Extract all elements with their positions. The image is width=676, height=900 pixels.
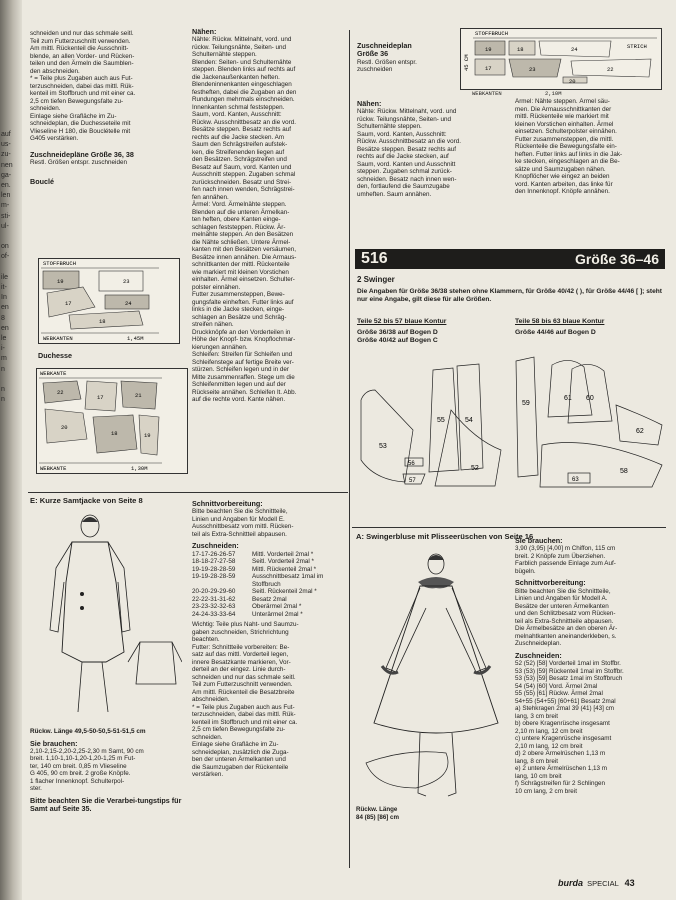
right-diagram-footer — [472, 90, 662, 98]
text-line: G 405, 90 cm breit. 2 große Knöpfe. — [30, 770, 131, 778]
text-line: schneiden. — [192, 733, 223, 741]
model-banner — [355, 249, 665, 269]
cut-piece-desc: Seitl. Vorderteil 2mal * — [252, 558, 314, 566]
text-line: rechts auf die Jacke stecken. Am — [192, 133, 285, 141]
text-line: Schleifenmitten legen und auf der — [192, 381, 286, 389]
cut-piece-desc: Mittl. Vorderteil 2mal * — [252, 550, 314, 558]
text-line: Teil zum Futterzuschnitt verwenden. — [192, 681, 293, 689]
text-line: ten heften, obere Kanten einge- — [192, 216, 281, 224]
text-line: Ärmel: Vord. Ärmelnähte steppen. — [192, 201, 287, 209]
right-sew-heading: Nähen: — [357, 100, 382, 108]
model-title: 2 Swinger — [357, 276, 395, 284]
section-a-cut-lines — [515, 660, 665, 795]
right-diagram-svg — [461, 29, 661, 89]
section-a-right — [515, 537, 665, 795]
text-line: f) Schrägstreifen für 2 Schlingen — [515, 780, 605, 788]
text-line: Nähte: Rückw. Mittelnaht, vord. und — [357, 108, 457, 116]
text-line: die Nähte schließen. Untere Ärmel- — [192, 238, 291, 246]
pattern-right-svg — [512, 345, 667, 490]
duchesse-piece-5: 18 — [111, 430, 118, 437]
cut-piece-numbers: 24-24-33-33-64 — [192, 610, 236, 618]
section-e-top-rule — [28, 492, 348, 493]
left-piece-56: 56 — [408, 461, 415, 467]
right-plan-heading-1: Zuschneideplan — [357, 42, 412, 50]
pattern-pieces-left — [355, 350, 505, 490]
footer-special: SPECIAL — [587, 879, 619, 888]
text-line: links in die Jacke stecken, einge- — [192, 306, 285, 314]
text-line: Futter zusammensteppen, Bewe- — [192, 291, 285, 299]
text-line: fen nach innen wenden, Schrägstrei- — [192, 186, 295, 194]
text-line: Futter: Schnittteile vorbereiten: Be- — [192, 643, 290, 651]
cut-piece-numbers: 23-23-32-32-63 — [192, 603, 236, 611]
text-line: 10 cm lang, 2 cm breit — [515, 787, 577, 795]
text-line: bügeln. — [515, 567, 536, 575]
section-e-left — [30, 728, 182, 814]
text-line: schneideplan, die Duchesseteile mit — [30, 120, 131, 127]
text-line: Die Ärmelbesätze an den oberen Är- — [515, 625, 618, 633]
right-piece-7: 20 — [569, 78, 576, 85]
text-line: 2,10 m lang, 12 cm breit — [515, 742, 583, 750]
section-a-title: A: Swingerbluse mit Plisseerüschen von Seite 16 — [356, 532, 534, 541]
cut-row — [192, 588, 347, 596]
text-line: den Besätzen. Schrägstreifen und — [192, 156, 287, 164]
right-piece-62: 62 — [636, 428, 644, 435]
left-sizes-1: Größe 36/38 auf Bogen D — [357, 329, 438, 336]
text-line: polster einnähen. — [192, 283, 241, 291]
spine-text: auf us- zu- nen ga- en. len m- sti- ul- on of- ile it- In en 8 en le i- m n n n — [1, 131, 13, 404]
cut-piece-desc: Ausschnittbesatz 1mal im Stoffbruch — [252, 573, 324, 588]
text-line: auf die rechte vord. Kante nähen. — [192, 396, 286, 404]
text-line: Wichtig: Teile plus Naht- und Saumzu- — [192, 621, 299, 629]
cut-piece-numbers: 17-17-26-26-57 — [192, 550, 236, 558]
text-line: 2,5 cm tiefen Bewegungsfalte zu- — [192, 726, 286, 734]
cut-piece-desc: Seitl. Rückenteil 2mal * — [252, 588, 317, 596]
text-line: Linien und Angaben für Modell A. — [515, 595, 608, 603]
text-line: schneiden. Besatz nach innen wen- — [357, 175, 457, 183]
pattern-pieces-right — [512, 345, 667, 490]
text-line: kleinen Vorstichen einhalten. Ärmel — [515, 120, 614, 128]
text-line: satz auf das mittl. Vorderteil legen, — [192, 651, 289, 659]
text-line: wie markiert mit kleinen Vorstichen — [192, 268, 289, 276]
text-line: breit. 2 Knöpfe zum Überziehen. — [515, 552, 606, 560]
cut-piece-desc: Oberärmel 2mal * — [252, 603, 302, 611]
text-line: abschneiden. — [192, 696, 230, 704]
duchesse-bottom-right: 1,30M — [131, 465, 148, 472]
boucle-diagram-svg — [39, 259, 179, 343]
right-top-label: STOFFBRUCH — [475, 30, 509, 37]
right-parts-heading: Teile 58 bis 63 blaue Kontur — [515, 318, 605, 325]
text-line: Bitte beachten Sie die Schnittteile, — [515, 587, 611, 595]
section-e-length: Rückw. Länge 49,5-50-50,5-51-51,5 cm — [30, 728, 146, 735]
text-line: teilen und den Ärmeln die Saumblen- — [30, 60, 134, 67]
right-sew-lines-1 — [357, 108, 507, 198]
text-line: 52 (52) [58] Vorderteil 1mal im Stoffbr. — [515, 660, 621, 668]
text-line: * = Teile plus Zugaben auch aus Fut- — [30, 75, 133, 82]
text-line: 2,10-2,15-2,20-2,25-2,30 m Samt, 90 cm — [30, 747, 144, 755]
text-line: Rückenteile die Bewegungsfalte ein- — [515, 143, 617, 150]
text-line: steppen. Zugaben schmal zurück- — [357, 168, 452, 176]
text-line: den abschneiden. — [30, 67, 80, 75]
section-e-cut-table — [192, 551, 347, 619]
right-sew-lines-2 — [515, 98, 665, 196]
text-line: den, fortlaufend die Saumzugabe — [357, 183, 450, 191]
text-line: heften. Futter links auf links in die Jak- — [515, 150, 623, 158]
duchesse-top-label: WEBKANTE — [40, 370, 67, 377]
section-a-prep-heading: Schnittvorbereitung: — [515, 578, 586, 588]
left-piece-54: 54 — [465, 417, 473, 424]
text-line: a) Stehkragen 2mal 39 (41) [43] cm — [515, 705, 615, 713]
text-line: Am mittl. Rückenteil die Besatzbreite — [192, 688, 295, 696]
text-line: festheften, dabei die Zugaben an den — [192, 88, 297, 96]
right-piece-59: 59 — [522, 400, 530, 407]
cut-piece-numbers: 22-22-31-31-62 — [192, 595, 236, 603]
text-line: Besätze steppen. Besatz rechts auf — [192, 126, 292, 134]
text-line: Knopflöcher wie eingez an beiden — [515, 173, 610, 180]
text-line: 54+55 (54+55) [60+61] Besatz 2mal — [515, 697, 616, 705]
text-line: Schulternähte steppen. — [357, 123, 422, 131]
right-piece-2: 18 — [517, 46, 524, 53]
section-a-length-1: Rückw. Länge — [356, 806, 398, 813]
right-sew-col-2 — [515, 98, 665, 196]
section-a-needs-heading: Sie brauchen: — [515, 537, 563, 545]
text-line: Saum, vord. Kanten und Ausschnitt — [357, 160, 456, 168]
duchesse-label: Duchesse — [38, 352, 72, 360]
boucle-piece-4: 24 — [125, 300, 132, 307]
text-line: Saum, vord. Kanten, Ausschnitt: — [192, 111, 282, 119]
text-line: Besätze innen annähen. Die Armaus- — [192, 253, 297, 261]
section-a-length — [356, 806, 416, 821]
boucle-bottom-right: 1,45M — [127, 335, 144, 342]
text-line: vord. Kanten arbeiten, das linke für — [515, 180, 613, 188]
cut-row — [192, 551, 347, 559]
text-line: Vlieseline H 180, die Bouclételle mit — [30, 127, 131, 135]
text-line: Farblich passende Einlage zum Auf- — [515, 560, 616, 568]
middle-top-text — [192, 28, 347, 404]
right-piece-60: 60 — [586, 395, 594, 402]
text-line: sätze und Saumzugaben nähen. — [515, 165, 606, 173]
cut-row — [192, 558, 347, 566]
text-line: terzuschneiden, dabei das mittl. Rük- — [30, 82, 134, 90]
text-line: blende, an allen Vorder- und Rücken- — [30, 52, 135, 60]
text-line: e) 2 untere Ärmelrüschen 1,13 m — [515, 765, 608, 773]
duchesse-cutting-diagram — [36, 368, 188, 474]
duchesse-label-wrap — [38, 352, 158, 360]
text-line: Am mittl. Rückenteil die Ausschnitt- — [30, 45, 129, 52]
right-sizes-1: Größe 44/46 auf Bogen D — [515, 329, 596, 336]
right-piece-3: 24 — [571, 46, 578, 53]
middle-sew-heading: Nähen: — [192, 28, 217, 36]
boucle-piece-1: 19 — [57, 278, 64, 285]
section-a-cut-heading: Zuschneiden: — [515, 650, 562, 660]
section-e-needs-lines — [30, 748, 182, 793]
text-line: 53 (53) [59] Besatz 1mal im Stoffbruch — [515, 675, 623, 683]
text-line: ter, 140 cm breit. 0,85 m Vlieseline — [30, 762, 127, 770]
text-line: 54 (54) [60] Vord. Ärmel 2mal — [515, 682, 598, 690]
cut-row — [192, 611, 347, 619]
text-line: Einlage siehe Grafläche im Zu- — [192, 741, 279, 749]
section-a-prep-lines — [515, 588, 665, 648]
text-line: 2,5 cm tiefen Bewegungsfalte zu- — [30, 97, 124, 105]
text-line: gaben zuschneiden, Strichrichtung — [192, 628, 289, 636]
velvet-jacket-illustration — [32, 512, 182, 722]
text-line: die Saumzugaben der Rückenteile — [192, 763, 289, 771]
duchesse-piece-4: 20 — [61, 424, 68, 431]
text-line: rückw. Teilungsnähte, Seiten- und — [357, 115, 452, 123]
text-line: d) 2 obere Ärmelrüschen 1,13 m — [515, 750, 606, 758]
left-piece-57: 57 — [409, 478, 416, 484]
right-bottom-right: 2,10M — [545, 90, 562, 97]
text-line: men. Die Armausschnittkanten der — [515, 105, 612, 113]
section-a-length-2: 84 (85) [86] cm — [356, 813, 399, 821]
left-parts-info — [357, 318, 507, 345]
text-line: beachten. — [192, 636, 220, 644]
text-line: umheften. Saum annähen. — [357, 190, 432, 198]
text-line: 3,90 (3,95) [4,00] m Chiffon, 115 cm — [515, 545, 616, 553]
text-line: lang, 8 cm breit — [515, 757, 559, 765]
text-line: lang, 10 cm breit — [515, 772, 562, 780]
text-line: Druckknöpfe an den Vorderteilen in — [192, 328, 291, 336]
right-plan-text — [357, 42, 457, 74]
right-piece-4: 17 — [485, 65, 492, 72]
text-line: 53 (53) [59] Rückenteil 1mal im Stoffbr. — [515, 667, 624, 675]
text-line: kenteil im Stoffbruch und mit einer ca. — [192, 718, 298, 726]
right-piece-58: 58 — [620, 468, 628, 475]
text-line: Schleifen: Streifen für Schleifen und — [192, 351, 293, 359]
right-bottom-left: WEBKANTEN — [472, 90, 502, 97]
text-line: ster. — [30, 785, 42, 793]
text-line: Saum, vord. Kanten, Ausschnitt: — [357, 130, 447, 138]
plans-subtitle: Restl. Größen entspr. zuschneiden — [30, 158, 127, 166]
text-line: Blendeninnenkanten eingeschlagen — [192, 81, 292, 89]
model-intro — [357, 276, 665, 304]
text-line: schneiden und nur das schmale seitl. — [192, 673, 296, 681]
text-line: Besätze steppen. Besatz rechts auf — [357, 145, 457, 153]
left-piece-55: 55 — [437, 417, 445, 424]
column-divider — [349, 30, 350, 868]
text-line: Rückseite annähen. Schleifen lt. Abb. — [192, 388, 297, 396]
text-line: den Innenknopf. Knöpfe annähen. — [515, 188, 610, 195]
left-top-lines — [30, 30, 182, 143]
text-line: rückw. Teilungsnähte, Seiten- und — [192, 43, 287, 51]
text-line: Einlage siehe Grafläche im Zu- — [30, 112, 117, 120]
text-line: kenteil im Stoffbruch und mit einer ca. — [30, 90, 136, 97]
text-line: einhalten. Ärmel einsetzen. Schulter- — [192, 276, 295, 284]
right-left-label: 45 CM — [463, 54, 470, 71]
right-plan-heading-2: Größe 36 — [357, 49, 389, 59]
text-line: teil als Extra-Schnittteile abpausen. — [515, 617, 614, 625]
duchesse-piece-3: 21 — [135, 392, 142, 399]
text-line: Nähte: Rückw. Mittelnaht, vord. und — [192, 36, 292, 44]
text-line: Blenden: Seiten- und Schulternähte — [192, 58, 292, 66]
cut-piece-numbers: 19-19-28-28-59 — [192, 565, 236, 573]
text-line: Besätze der unteren Ärmelkanten — [515, 602, 609, 610]
text-line: Mitte zusammenraffen. Stege um die — [192, 373, 295, 381]
text-line: ken, die Streifenenden liegen auf — [192, 148, 285, 156]
right-piece-63: 63 — [572, 477, 579, 483]
duchesse-piece-2: 17 — [97, 394, 104, 401]
text-line: b) obere Kragenrüsche insgesamt — [515, 720, 610, 728]
right-parts-info — [515, 318, 665, 337]
text-line: melnähte steppen. An den Besätzen — [192, 231, 294, 239]
model-intro-text: Die Angaben für Größe 36/38 stehen ohne Klammern, für Größe 40/42 ( ), für Größe 44/46 [ ]; steht nur eine Angabe, gilt diese für alle Größen. — [357, 288, 662, 304]
text-line: einsetzen. Schulterpolster einnähen. — [515, 128, 617, 135]
cut-piece-desc: Besatz 2mal — [252, 595, 287, 603]
text-line: 55 (55) [61] Rückw. Ärmel 2mal — [515, 690, 603, 698]
text-line: Innenkanten schmal feststeppen. — [192, 103, 285, 111]
blouse-svg — [356, 548, 506, 803]
text-line: Besatz auf Saum, vord. Kanten und — [192, 163, 292, 171]
text-line: ben der unteren Ärmelkanten und — [192, 756, 286, 764]
text-line: Schleifenstege auf fertige Breite ver- — [192, 358, 294, 366]
section-e-after-lines — [192, 621, 347, 779]
text-line: Rundungen mehrmals einschneiden. — [192, 96, 295, 104]
text-line: breit. 1,10-1,10-1,20-1,20-1,25 m Fut- — [30, 755, 136, 763]
jacket-svg — [32, 512, 182, 722]
text-line: steppen. Blenden links auf rechts auf — [192, 66, 296, 74]
text-line: gungsfalte einheften. Futter links auf — [192, 298, 294, 306]
section-e-cut-heading: Zuschneiden: — [192, 541, 239, 551]
text-line: Bitte beachten Sie die Schnittteile, — [192, 508, 288, 516]
page-footer — [558, 878, 635, 888]
text-line: Teil zum Futterzuschnitt verwenden. — [30, 37, 131, 45]
left-top-text — [30, 30, 182, 187]
section-a-top-rule — [352, 527, 666, 528]
boucle-piece-2: 23 — [123, 278, 130, 285]
text-line: melnahtkanten aneinanderkleben, s. — [515, 632, 617, 640]
text-line: schneideplan, zusätzlich die Zuga- — [192, 748, 289, 756]
duchesse-piece-1: 22 — [57, 389, 64, 396]
text-line: G405 verstärken. — [30, 135, 79, 142]
duchesse-piece-6: 19 — [144, 432, 151, 439]
section-e-prep-heading: Schnittvorbereitung: — [192, 500, 263, 508]
boucle-label: Bouclé — [30, 177, 54, 187]
duchesse-bottom-left: WEBKANTE — [40, 465, 67, 472]
cut-row — [192, 566, 347, 574]
text-line: schnittkanten der mittl. Rückenteile — [192, 261, 290, 269]
boucle-piece-3: 17 — [65, 300, 72, 307]
right-strich-label: STRICH — [627, 43, 647, 50]
text-line: verstärken. — [192, 771, 224, 779]
text-line: 2,10 m lang, 12 cm breit — [515, 727, 583, 735]
text-line: Schulternähte steppen. — [192, 51, 257, 59]
text-line: die Jackenaußenkanten heften. — [192, 73, 280, 81]
right-piece-1: 19 — [485, 46, 492, 53]
text-line: Ausschnitt steppen. Zugaben schmal — [192, 171, 296, 179]
cut-piece-desc: Mittl. Rückenteil 2mal * — [252, 565, 317, 573]
text-line: Rückw. Ausschnittbesatz an die vord. — [357, 138, 461, 146]
plans-heading: Zuschneidepläne Größe 36, 38 — [30, 149, 134, 159]
cut-row — [192, 603, 347, 611]
text-line: lang, 3 cm breit — [515, 712, 559, 720]
text-line: fen annähen. — [192, 193, 229, 201]
right-cutting-diagram — [460, 28, 662, 90]
right-piece-6: 22 — [607, 66, 614, 73]
swinger-blouse-illustration — [356, 548, 506, 803]
text-line: kanten mit den Besätzen versäumen, — [192, 246, 296, 254]
left-piece-53: 53 — [379, 443, 387, 450]
text-line: Rückw. Ausschnittbesatz an die vord. — [192, 118, 296, 126]
boucle-bottom-left: WEBKANTEN — [43, 335, 73, 342]
book-spine — [0, 0, 22, 900]
section-e-needs-heading: Sie brauchen: — [30, 738, 78, 748]
cut-piece-desc: Unterärmel 2mal * — [252, 610, 303, 618]
text-line: c) untere Kragenrüsche insgesamt — [515, 735, 612, 743]
left-parts-heading: Teile 52 bis 57 blaue Kontur — [357, 318, 447, 325]
model-number: 516 — [361, 250, 388, 267]
text-line: Saum den Schrägstreifen aufstek- — [192, 141, 288, 149]
model-size-range: Größe 36–46 — [574, 251, 659, 267]
text-line: und den Schlitzbesatz vom Rücken- — [515, 610, 616, 618]
cut-row — [192, 573, 347, 588]
text-line: schneiden und nur das schmale seitl. — [30, 30, 134, 37]
text-line: Höhe der Knopf- bzw. Knopflochmar- — [192, 336, 296, 344]
section-a-needs-lines — [515, 545, 665, 575]
text-line: ke stecken, eingeschlagen an die Be- — [515, 158, 620, 165]
text-line: Ärmel: Nähte steppen. Ärmel säu- — [515, 98, 610, 105]
footer-brand: burda — [558, 878, 584, 888]
section-e-prep-lines — [192, 508, 347, 538]
text-line: kierungen annähen. — [192, 343, 248, 351]
text-line: Blenden auf die unteren Ärmelkan- — [192, 208, 290, 216]
left-sizes-2: Größe 40/42 auf Bogen C — [357, 337, 438, 344]
text-line: streifen nähen. — [192, 321, 234, 329]
text-line: innere Besatzkante markieren, Vor- — [192, 658, 291, 666]
text-line: 1 flacher Innenknopf. Schulterpol- — [30, 777, 125, 785]
text-line: teil als Extra-Schnittteil abpausen. — [192, 530, 287, 538]
text-line: stürzen. Schleifen legen und in der — [192, 366, 289, 374]
section-e-right — [192, 500, 347, 779]
text-line: schlagen an Besätze und Schräg- — [192, 313, 287, 321]
text-line: Linien und Angaben für Modell E. — [192, 515, 285, 523]
text-line: terzuschneiden, dabei das mittl. Rük- — [192, 711, 296, 719]
right-piece-5: 23 — [529, 66, 536, 73]
duchesse-diagram-svg — [37, 369, 187, 473]
boucle-cutting-diagram — [38, 258, 180, 344]
right-piece-61: 61 — [564, 395, 572, 402]
middle-sew-lines — [192, 36, 347, 404]
right-plan-sub-1: Restl. Größen entspr. — [357, 58, 417, 66]
left-piece-52: 52 — [471, 465, 479, 472]
text-line: Zuschneideplan. — [515, 640, 562, 648]
boucle-piece-5: 18 — [99, 318, 106, 325]
cut-piece-numbers: 20-20-29-29-60 — [192, 588, 236, 596]
text-line: Futter zusammensteppen, die mittl. — [515, 135, 614, 143]
footer-page-number: 43 — [624, 878, 635, 888]
text-line: rechts auf die Jacke stecken, auf — [357, 153, 449, 161]
text-line: schneiden. — [30, 105, 61, 112]
cut-piece-numbers: 19-19-28-28-59 — [192, 573, 236, 581]
text-line: schlagen feststeppen. Rückw. Är- — [192, 223, 286, 231]
right-plan-sub-2: zuschneiden — [357, 66, 393, 74]
section-e-note: Bitte beachten Sie die Verarbei-tungstips für Samt auf Seite 35. — [30, 795, 182, 814]
boucle-top-label: STOFFBRUCH — [43, 260, 77, 267]
right-sew-col-1 — [357, 100, 507, 198]
text-line: mittl. Rückenteile wie markiert mit — [515, 113, 609, 120]
text-line: zurückschneiden. Besatz und Strei- — [192, 178, 292, 186]
text-line: derteil an der eingez. Linie durch- — [192, 666, 286, 674]
pattern-left-svg — [355, 350, 505, 490]
text-line: * = Teile plus Zugaben auch aus Fut- — [192, 703, 295, 711]
section-e-title: E: Kurze Samtjacke von Seite 8 — [30, 496, 143, 505]
text-line: Ausschnittbesatz vom mittl. Rücken- — [192, 523, 294, 531]
cut-row — [192, 596, 347, 604]
cut-piece-numbers: 18-18-27-27-58 — [192, 558, 236, 566]
